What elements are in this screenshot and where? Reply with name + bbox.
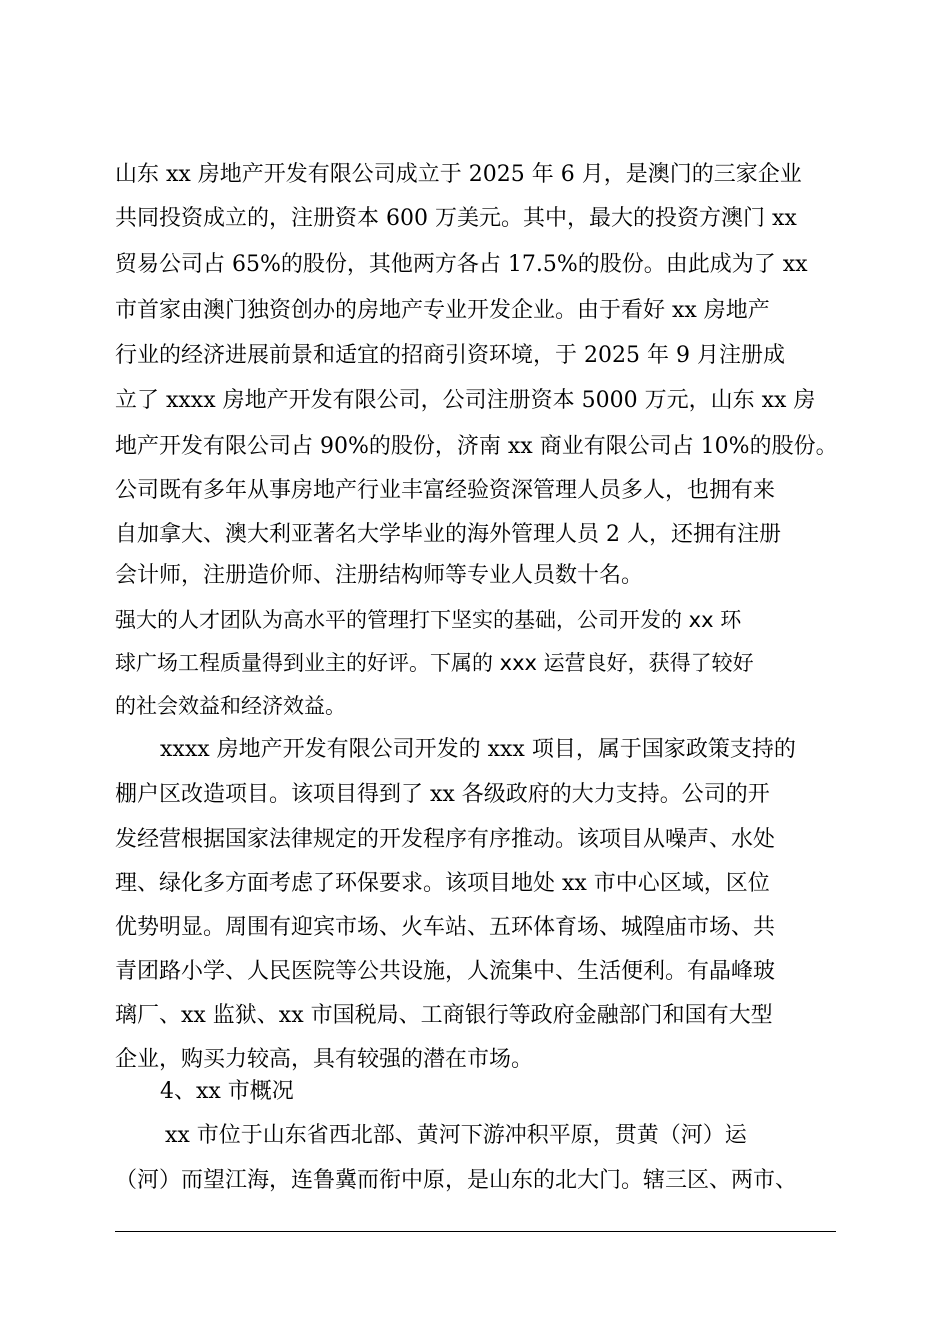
section-heading: 4、xx 市概况 <box>160 1079 294 1104</box>
text-line: xxxx 房地产开发有限公司开发的 xxx 项目，属于国家政策支持的 <box>160 737 796 762</box>
text-line: 共同投资成立的，注册资本 600 万美元。其中，最大的投资方澳门 xx <box>115 206 797 231</box>
text-line: 理、绿化多方面考虑了环保要求。该项目地处 xx 市中心区域，区位 <box>115 871 770 896</box>
text-line: 强大的人才团队为高水平的管理打下坚实的基础，公司开发的 xx 环 <box>115 608 742 632</box>
text-line: 发经营根据国家法律规定的开发程序有序推动。该项目从噪声、水处 <box>115 827 776 852</box>
text-line: 贸易公司占 65%的股份，其他两方各占 17.5%的股份。由此成为了 xx <box>115 252 808 277</box>
text-line: xx 市位于山东省西北部、黄河下游冲积平原，贯黄（河）运 <box>165 1123 747 1148</box>
text-line: 的社会效益和经济效益。 <box>115 694 346 718</box>
text-line: （河）而望江海，连鲁冀而衔中原，是山东的北大门。辖三区、两市、 <box>115 1168 798 1193</box>
text-line: 市首家由澳门独资创办的房地产专业开发企业。由于看好 xx 房地产 <box>115 298 770 323</box>
text-line: 棚户区改造项目。该项目得到了 xx 各级政府的大力支持。公司的开 <box>115 782 770 807</box>
text-line: 璃厂、xx 监狱、xx 市国税局、工商银行等政府金融部门和国有大型 <box>115 1003 773 1028</box>
text-line: 行业的经济进展前景和适宜的招商引资环境，于 2025 年 9 月注册成 <box>115 343 785 368</box>
text-line: 青团路小学、人民医院等公共设施，人流集中、生活便利。有晶峰玻 <box>115 959 776 984</box>
text-line: 优势明显。周围有迎宾市场、火车站、五环体育场、城隍庙市场、共 <box>115 915 776 940</box>
text-line: 球广场工程质量得到业主的好评。下属的 xxx 运营良好，获得了较好 <box>115 651 754 675</box>
text-line: 地产开发有限公司占 90%的股份，济南 xx 商业有限公司占 10%的股份。 <box>115 434 838 459</box>
footer-rule <box>115 1231 836 1232</box>
text-line: 山东 xx 房地产开发有限公司成立于 2025 年 6 月，是澳门的三家企业 <box>115 162 802 187</box>
text-line: 自加拿大、澳大利亚著名大学毕业的海外管理人员 2 人，还拥有注册 <box>115 522 781 547</box>
text-line: 公司既有多年从事房地产行业丰富经验资深管理人员多人，也拥有来 <box>115 478 776 503</box>
text-line: 立了 xxxx 房地产开发有限公司，公司注册资本 5000 万元，山东 xx 房 <box>115 388 816 413</box>
text-line: 企业，购买力较高，具有较强的潜在市场。 <box>115 1047 534 1072</box>
text-line: 会计师，注册造价师、注册结构师等专业人员数十名。 <box>115 563 644 588</box>
